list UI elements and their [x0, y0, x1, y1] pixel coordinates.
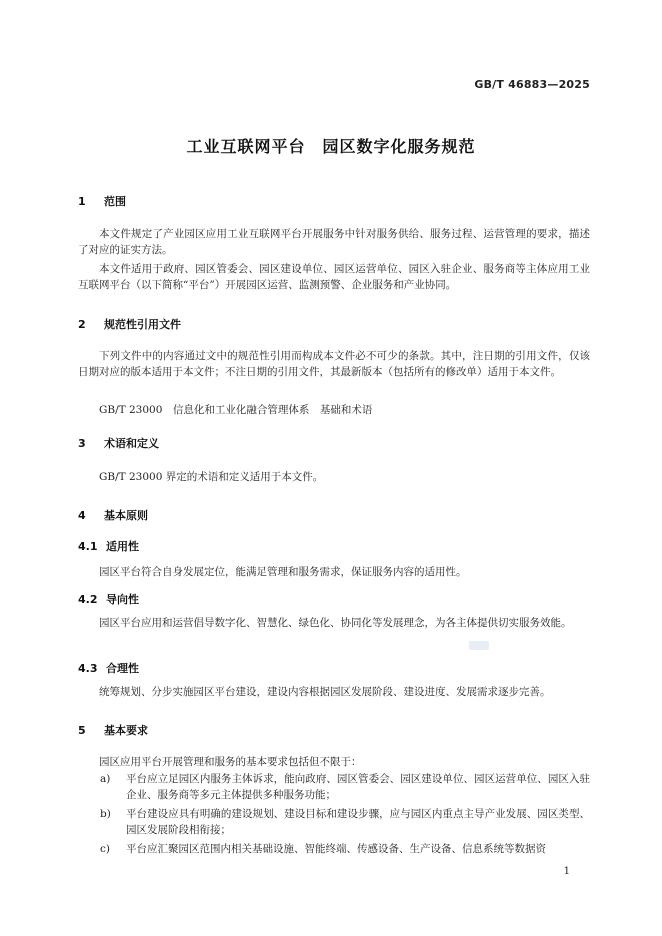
section-3-heading [78, 435, 159, 451]
list-item-text: 平台应汇聚园区范围内相关基础设施、智能终端、传感设备、生产设备、信息系统等数据资 [126, 843, 546, 855]
section-number: 4.1 [78, 540, 98, 553]
watermark-icon [469, 641, 489, 650]
section-number: 4 [78, 509, 86, 522]
section-4-1-heading [78, 538, 139, 554]
section-number: 2 [78, 318, 86, 331]
list-item [78, 771, 590, 803]
section-4-2-text: 园区平台应用和运营倡导数字化、智慧化、绿色化、协同化等发展理念，为各主体提供切实服务效能。 [99, 617, 572, 629]
section-title: 导向性 [106, 593, 139, 606]
section-title: 基本要求 [104, 724, 148, 737]
list-marker: c) [100, 843, 110, 855]
section-4-2-heading [78, 591, 139, 607]
section-1-paragraph-2: 本文件适用于政府、园区管委会、园区建设单位、园区运营单位、园区入驻企业、服务商等主体应用工业互联网平台（以下简称“平台”）开展园区运营、监测预警、企业服务和产业协同。 [78, 263, 590, 291]
list-marker: a) [100, 773, 111, 785]
section-1-paragraph-1: 本文件规定了产业园区应用工业互联网平台开展服务中针对服务供给、服务过程、运营管理的要求，描述了对应的证实方法。 [78, 228, 590, 256]
list-item-text: 平台应立足园区内服务主体诉求，能向政府、园区管委会、园区建设单位、园区运营单位、园区入驻企业、服务商等多元主体提供多种服务功能； [126, 773, 590, 801]
section-number: 4.3 [78, 662, 98, 675]
section-title: 范围 [104, 195, 126, 208]
document-title: 工业互联网平台 园区数字化服务规范 [186, 137, 476, 156]
page-number: 1 [563, 866, 570, 877]
section-number: 5 [78, 724, 86, 737]
normative-reference: GB/T 23000 信息化和工业化融合管理体系 基础和术语 [99, 404, 373, 416]
list-item [78, 841, 590, 857]
section-4-3-text: 统筹规划、分步实施园区平台建设，建设内容根据园区发展阶段、建设进度、发展需求逐步完善。 [99, 686, 551, 698]
section-title: 规范性引用文件 [104, 318, 181, 331]
list-item [78, 806, 590, 838]
section-title: 适用性 [106, 540, 139, 553]
standard-number: GB/T 46883—2025 [474, 78, 590, 91]
section-number: 4.2 [78, 593, 98, 606]
section-2-heading [78, 316, 181, 332]
section-title: 术语和定义 [104, 437, 159, 450]
section-4-heading [78, 507, 148, 523]
section-2-paragraph-1: 下列文件中的内容通过文中的规范性引用而构成本文件必不可少的条款。其中，注日期的引用文件，仅该日期对应的版本适用于本文件；不注日期的引用文件，其最新版本（包括所有的修改单）适用于本文件。 [78, 350, 590, 378]
section-5-intro: 园区应用平台开展管理和服务的基本要求包括但不限于： [99, 756, 362, 768]
section-title: 基本原则 [104, 509, 148, 522]
section-1-heading [78, 193, 126, 209]
list-item-text: 平台建设应具有明确的建设规划、建设目标和建设步骤，应与园区内重点主导产业发展、园区类型、园区发展阶段相衔接； [126, 808, 590, 836]
section-4-1-text: 园区平台符合自身发展定位，能满足管理和服务需求，保证服务内容的适用性。 [99, 566, 467, 578]
section-5-heading [78, 722, 148, 738]
section-number: 1 [78, 195, 86, 208]
section-number: 3 [78, 437, 86, 450]
section-4-3-heading [78, 660, 139, 676]
list-marker: b) [100, 808, 111, 820]
section-title: 合理性 [106, 662, 139, 675]
section-3-paragraph-1: GB/T 23000 界定的术语和定义适用于本文件。 [99, 471, 324, 483]
